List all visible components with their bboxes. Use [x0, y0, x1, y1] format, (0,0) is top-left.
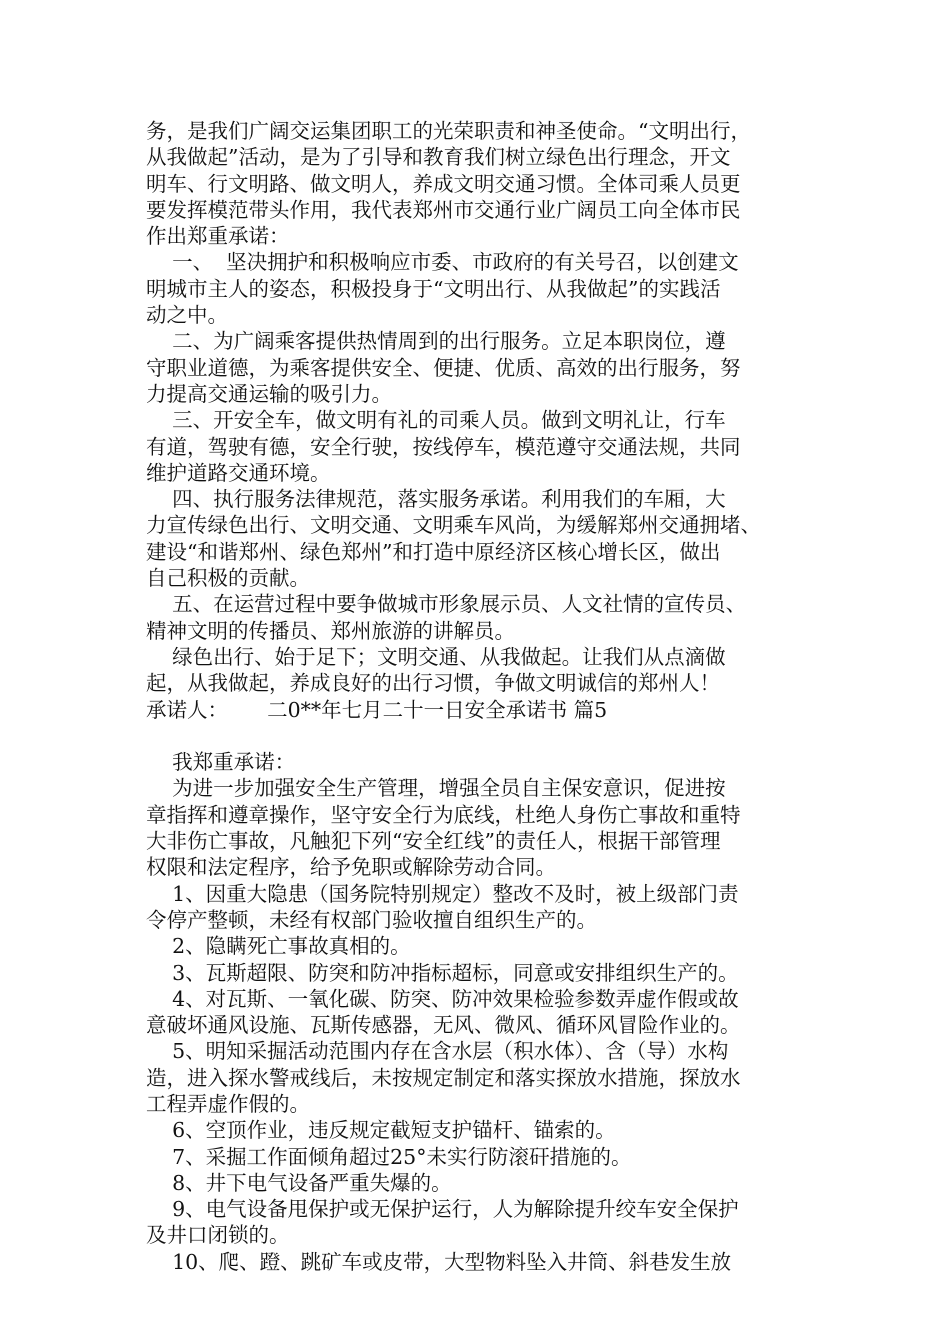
text-line: 五、在运营过程中要争做城市形象展示员、人文社情的宣传员、 [146, 592, 747, 617]
text-line: 权限和法定程序，给予免职或解除劳动合同。 [146, 855, 556, 880]
text-line: 2、隐瞒死亡事故真相的。 [146, 934, 411, 959]
text-line: 维护道路交通环境。 [146, 460, 331, 485]
text-line [146, 723, 806, 749]
text-line: 作出郑重承诺： [146, 224, 290, 249]
text-line: 7、采掘工作面倾角超过25°未实行防滚矸措施的。 [146, 1144, 632, 1169]
text-line: 4、对瓦斯、一氧化碳、防突、防冲效果检验参数弄虚作假或故 [146, 986, 739, 1011]
text-line: 章指挥和遵章操作，坚守安全行为底线，杜绝人身伤亡事故和重特 [146, 802, 741, 827]
text-line: 令停产整顿，未经有权部门验收擅自组织生产的。 [146, 907, 597, 932]
text-line: 起，从我做起，养成良好的出行习惯，争做文明诚信的郑州人！ [146, 671, 720, 696]
text-line: 大非伤亡事故，凡触犯下列“安全红线”的责任人，根据干部管理 [146, 829, 721, 854]
text-line: 建设“和谐郑州、绿色郑州”和打造中原经济区核心增长区，做出 [146, 539, 721, 564]
text-line: 自己积极的贡献。 [146, 566, 310, 591]
text-line: 精神文明的传播员、郑州旅游的讲解员。 [146, 618, 515, 643]
text-line: 动之中。 [146, 303, 228, 328]
text-line: 造，进入探水警戒线后，未按规定制定和落实探放水措施，探放水 [146, 1065, 741, 1090]
text-line: 二、为广阔乘客提供热情周到的出行服务。立足本职岗位，遵 [146, 329, 726, 354]
text-line: 我郑重承诺： [146, 750, 296, 775]
text-line: 6、空顶作业，违反规定截短支护锚杆、锚索的。 [146, 1118, 616, 1143]
text-line: 三、开安全车，做文明有礼的司乘人员。做到文明礼让，行车 [146, 408, 726, 433]
text-line: 明城市主人的姿态，积极投身于“文明出行、从我做起”的实践活 [146, 276, 721, 301]
text-line: 一、 坚决拥护和积极响应市委、市政府的有关号召，以创建文 [146, 250, 739, 275]
text-line: 力宣传绿色出行、文明交通、文明乘车风尚，为缓解郑州交通拥堵、 [146, 513, 761, 538]
text-line: 9、电气设备甩保护或无保护运行，人为解除提升绞车安全保护 [146, 1197, 739, 1222]
text-line: 有道，驾驶有德，安全行驶，按线停车，模范遵守交通法规，共同 [146, 434, 741, 459]
text-line: 守职业道德，为乘客提供安全、便捷、优质、高效的出行服务，努 [146, 355, 741, 380]
text-line: 意破坏通风设施、瓦斯传感器，无风、微风、循环风冒险作业的。 [146, 1013, 741, 1038]
text-line: 工程弄虚作假的。 [146, 1091, 310, 1116]
text-line: 为进一步加强安全生产管理，增强全员自主保安意识，促进按 [146, 776, 726, 801]
text-line: 1、因重大隐患（国务院特别规定）整改不及时，被上级部门责 [146, 881, 739, 906]
text-line: 3、瓦斯超限、防突和防冲指标超标，同意或安排组织生产的。 [146, 960, 739, 985]
text-line: 力提高交通运输的吸引力。 [146, 381, 392, 406]
text-line: 5、明知采掘活动范围内存在含水层（积水体）、含（导）水构 [146, 1039, 729, 1064]
text-line: 绿色出行、始于足下；文明交通、从我做起。让我们从点滴做 [146, 644, 726, 669]
text-line: 承诺人： 二0**年七月二十一日安全承诺书 篇5 [146, 697, 608, 722]
text-line: 从我做起”活动，是为了引导和教育我们树立绿色出行理念，开文 [146, 145, 731, 170]
text-line: 8、井下电气设备严重失爆的。 [146, 1170, 452, 1195]
text-line: 四、执行服务法律规范，落实服务承诺。利用我们的车厢，大 [146, 487, 726, 512]
text-line: 要发挥模范带头作用，我代表郑州市交通行业广阔员工向全体市民 [146, 197, 741, 222]
text-line: 明车、行文明路、做文明人，养成文明交通习惯。全体司乘人员更 [146, 171, 741, 196]
text-line: 务，是我们广阔交运集团职工的光荣职责和神圣使命。“文明出行， [146, 119, 751, 143]
document-body [146, 118, 806, 1275]
text-line: 10、爬、蹬、跳矿车或皮带，大型物料坠入井筒、斜巷发生放 [146, 1249, 732, 1274]
text-line: 及井口闭锁的。 [146, 1223, 290, 1248]
